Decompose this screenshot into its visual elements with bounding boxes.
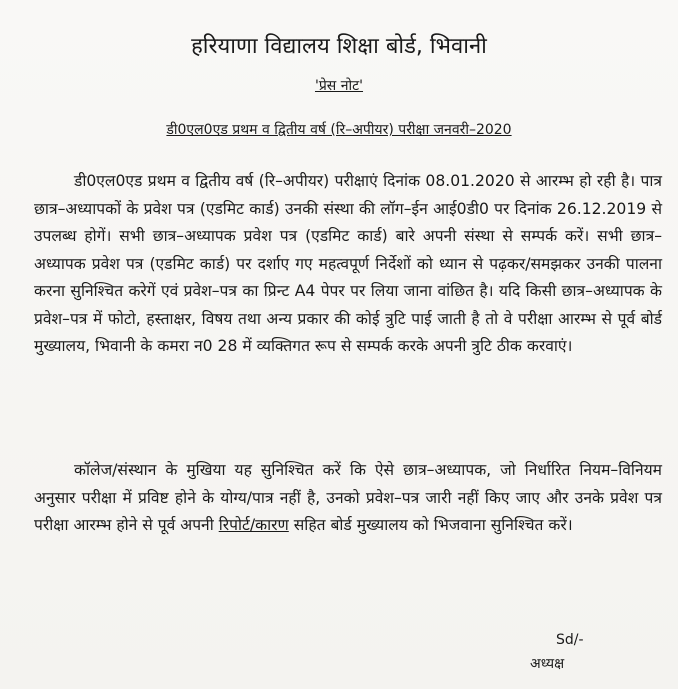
paragraph-2-text: कॉलेज/संस्थान के मुखिया यह सुनिश्चित करें कि ऐसे छात्र–अध्यापक, जो निर्धारित नियम–विनियम अनुसार परीक्षा में प्रविष्ट होने के योग्य/पात्र नहीं है, उनको प्रवेश–पत्र जारी नहीं किए जाए और उनके प्रवेश पत्र परीक्षा आरम्भ होने से पूर्व अपनी [34, 461, 662, 534]
paragraph-2-underlined-text: रिपोर्ट/कारण [218, 516, 289, 534]
signature-mark: Sd/- [556, 632, 584, 648]
body-paragraph-1: डी0एल0एड प्रथम व द्वितीय वर्ष (रि–अपीयर) परीक्षाएं दिनांक 08.01.2020 से आरम्भ हो रही है। पात्र छात्र–अध्यापकों के प्रवेश पत्र (एडमिट कार्ड) उनकी संस्था की लॉग–ईन आई0डी0 पर दिनांक 26.12.2019 से उपलब्ध होगें। सभी छात्र–अध्यापक प्रवेश पत्र (एडमिट कार्ड) बारे अपनी संस्था से सम्पर्क करें। सभी छात्र–अध्यापक प्रवेश पत्र (एडमिट कार्ड) पर दर्शाए गए महत्वपूर्ण निर्देशों को ध्यान से पढ़कर/समझकर उनकी पालना करना सुनिश्चित करेगें एवं प्रवेश–पत्र का प्रिन्ट A4 पेपर पर लिया जाना वांछित है। यदि किसी छात्र–अध्यापक के प्रवेश–पत्र में फोटो, हस्ताक्षर, विषय तथा अन्य प्रकार की कोई त्रुटि पाई जाती है तो वे परीक्षा आरम्भ से पूर्व बोर्ड मुख्यालय, भिवानी के कमरा न0 28 में व्यक्तिगत रूप से सम्पर्क करके अपनी त्रुटि ठीक करवाएं। [34, 172, 662, 355]
body-paragraph-2 [34, 457, 662, 540]
signatory-designation: अध्यक्ष [530, 656, 565, 672]
subject-heading [0, 120, 678, 139]
document-type-heading [0, 76, 678, 95]
subject-label: डी0एल0एड प्रथम व द्वितीय वर्ष (रि–अपीयर) परीक्षा जनवरी–2020 [166, 122, 512, 138]
organization-title: हरियाणा विद्यालय शिक्षा बोर्ड, भिवानी [191, 34, 487, 59]
document-type-label: 'प्रेस नोट' [314, 78, 364, 94]
paragraph-2-ending: सहित बोर्ड मुख्यालय को भिजवाना सुनिश्चित करें। [288, 516, 573, 534]
signature-block [530, 628, 584, 676]
